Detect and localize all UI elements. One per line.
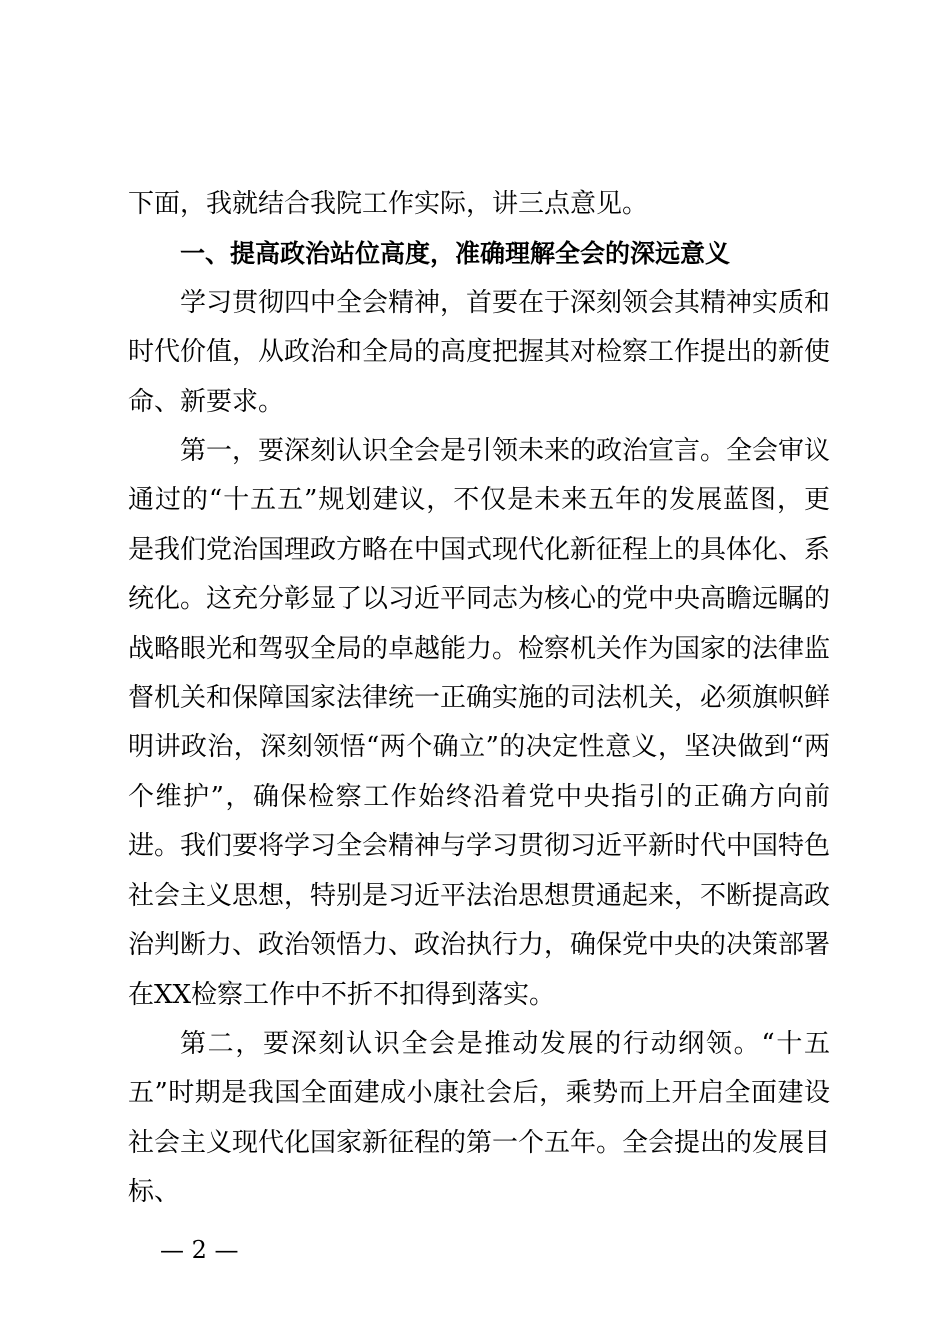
paragraph-intro: 下面，我就结合我院工作实际，讲三点意见。 — [128, 189, 649, 219]
page-number-footer: — 2 — — [160, 1236, 239, 1264]
paragraph-section-lead: 学习贯彻四中全会精神，首要在于深刻领会其精神实质和时代价值，从政治和全局的高度把握其对检察工作提出的新使命、新要求。 — [128, 287, 831, 417]
paragraph-first-point: 第一，要深刻认识全会是引领未来的政治宣言。全会审议通过的“十五五”规划建议，不仅是未来五年的发展蓝图，更是我们党治国理政方略在中国式现代化新征程上的具体化、系统化。这充分彰显了以习近平同志为核心的党中央高瞻远瞩的战略眼光和驾驭全局的卓越能力。检察机关作为国家的法律监督机关和保障国家法律统一正确实施的司法机关，必须旗帜鲜明讲政治，深刻领悟“两个确立”的决定性意义，坚决做到“两个维护”，确保检察工作始终沿着党中央指引的正确方向前进。我们要将学习全会精神与学习贯彻习近平新时代中国特色社会主义思想，特别是习近平法治思想贯通起来，不断提高政治判断力、政治领悟力、政治执行力，确保党中央的决策部署在XX检察工作中不折不扣得到落实。 — [128, 436, 831, 1010]
document-body — [128, 180, 830, 1218]
section-heading-1: 一、提高政治站位高度，准确理解全会的深远意义 — [180, 239, 731, 269]
paragraph-second-point: 第二，要深刻认识全会是推动发展的行动纲领。“十五五”时期是我国全面建成小康社会后，乘势而上开启全面建设社会主义现代化国家新征程的第一个五年。全会提出的发展目标、 — [128, 1028, 831, 1208]
